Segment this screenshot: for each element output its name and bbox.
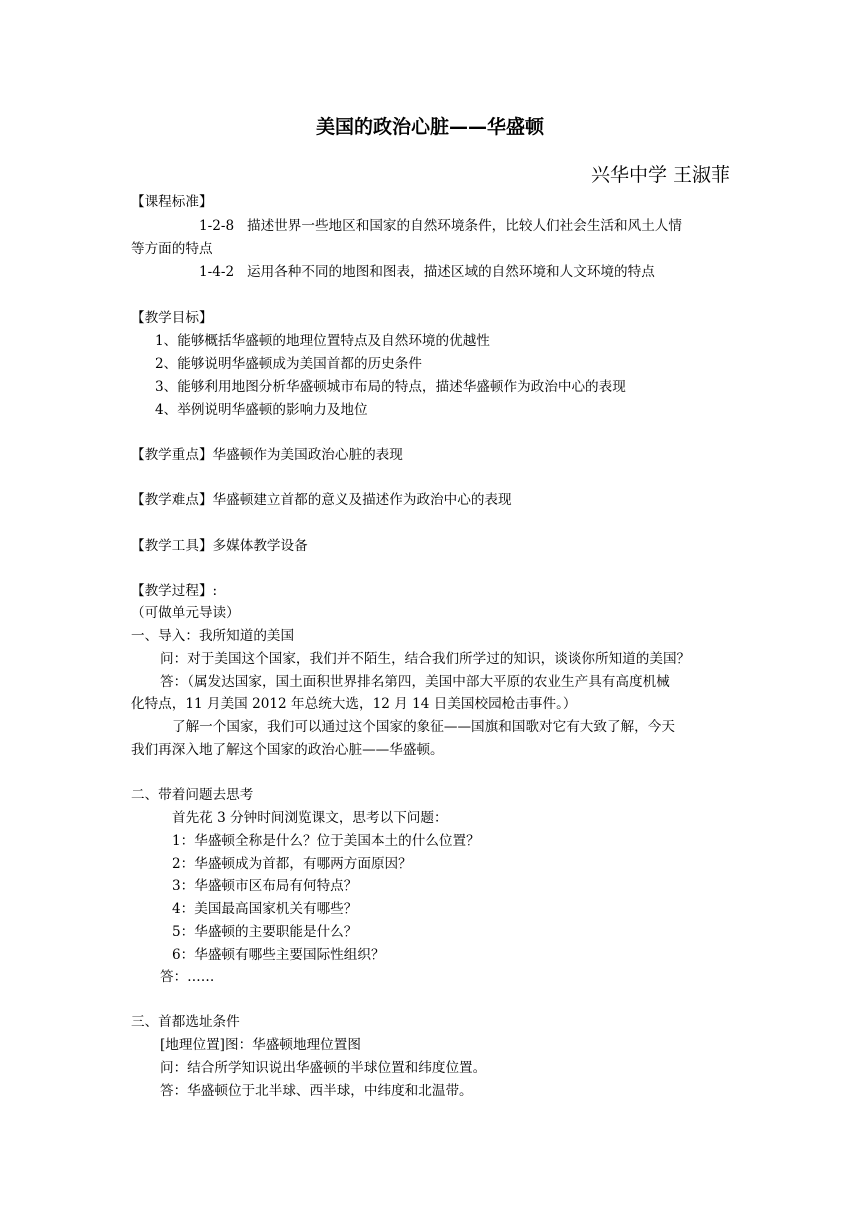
section1-paragraph: 了解一个国家，我们可以通过这个国家的象征——国旗和国歌对它有大致了解，今天: [172, 719, 675, 735]
objectives-heading: 【教学目标】: [131, 310, 213, 326]
section1-heading: 一、导入：我所知道的美国: [131, 628, 295, 644]
question-item: 6：华盛顿有哪些主要国际性组织？: [172, 947, 385, 963]
standard-text-1: 描述世界一些地区和国家的自然环境条件，比较人们社会生活和风土人情: [247, 218, 682, 234]
section3-question: 问：结合所学知识说出华盛顿的半球位置和纬度位置。: [160, 1060, 487, 1076]
standard-code-2: 1-4-2: [199, 264, 235, 280]
question-item: 2：华盛顿成为首都，有哪两方面原因？: [172, 856, 412, 872]
section2-intro: 首先花 3 分钟时间浏览课文，思考以下问题：: [172, 810, 448, 826]
section1-answer-cont: 化特点，11 月美国 2012 年总统大选，12 月 14 日美国校园枪击事件。）: [131, 696, 577, 712]
section1-question: 问：对于美国这个国家，我们并不陌生，结合我们所学过的知识，谈谈你所知道的美国？: [160, 651, 691, 667]
objective-item: 1、能够概括华盛顿的地理位置特点及自然环境的优越性: [155, 333, 490, 349]
question-item: 4：美国最高国家机关有哪些？: [172, 901, 358, 917]
document-title: 美国的政治心脏——华盛顿: [315, 116, 544, 138]
question-item: 1：华盛顿全称是什么？位于美国本土的什么位置？: [172, 833, 480, 849]
objective-item: 4、举例说明华盛顿的影响力及地位: [155, 402, 368, 418]
objective-item: 2、能够说明华盛顿成为美国首都的历史条件: [155, 356, 422, 372]
standard-heading: 【课程标准】: [131, 194, 213, 210]
section3-heading: 三、首都选址条件: [131, 1014, 240, 1030]
process-note: （可做单元导读）: [131, 605, 240, 621]
section1-paragraph-cont: 我们再深入地了解这个国家的政治心脏——华盛顿。: [131, 742, 444, 758]
section3-figure: [地理位置]图：华盛顿地理位置图: [160, 1037, 361, 1053]
objective-item: 3、能够利用地图分析华盛顿城市布局的特点，描述华盛顿作为政治中心的表现: [155, 379, 626, 395]
difficulty: 【教学难点】华盛顿建立首都的意义及描述作为政治中心的表现: [131, 492, 512, 508]
standard-code-1: 1-2-8: [199, 218, 235, 234]
section1-answer: 答：（属发达国家，国土面积世界排名第四，美国中部大平原的农业生产具有高度机械: [160, 674, 670, 690]
section2-answer: 答：……: [160, 969, 215, 985]
key-point: 【教学重点】华盛顿作为美国政治心脏的表现: [131, 447, 403, 463]
teaching-tools: 【教学工具】多媒体教学设备: [131, 538, 308, 554]
question-item: 3：华盛顿市区布局有何特点？: [172, 878, 358, 894]
process-heading: 【教学过程】:: [131, 583, 218, 599]
standard-text-2: 运用各种不同的地图和图表，描述区域的自然环境和人文环境的特点: [247, 264, 655, 280]
section3-answer: 答：华盛顿位于北半球、西半球，中纬度和北温带。: [160, 1083, 473, 1099]
section2-heading: 二、带着问题去思考: [131, 787, 254, 803]
standard-text-1-cont: 等方面的特点: [131, 241, 213, 257]
question-item: 5：华盛顿的主要职能是什么？: [172, 924, 358, 940]
author-line: 兴华中学 王淑菲: [590, 164, 730, 186]
